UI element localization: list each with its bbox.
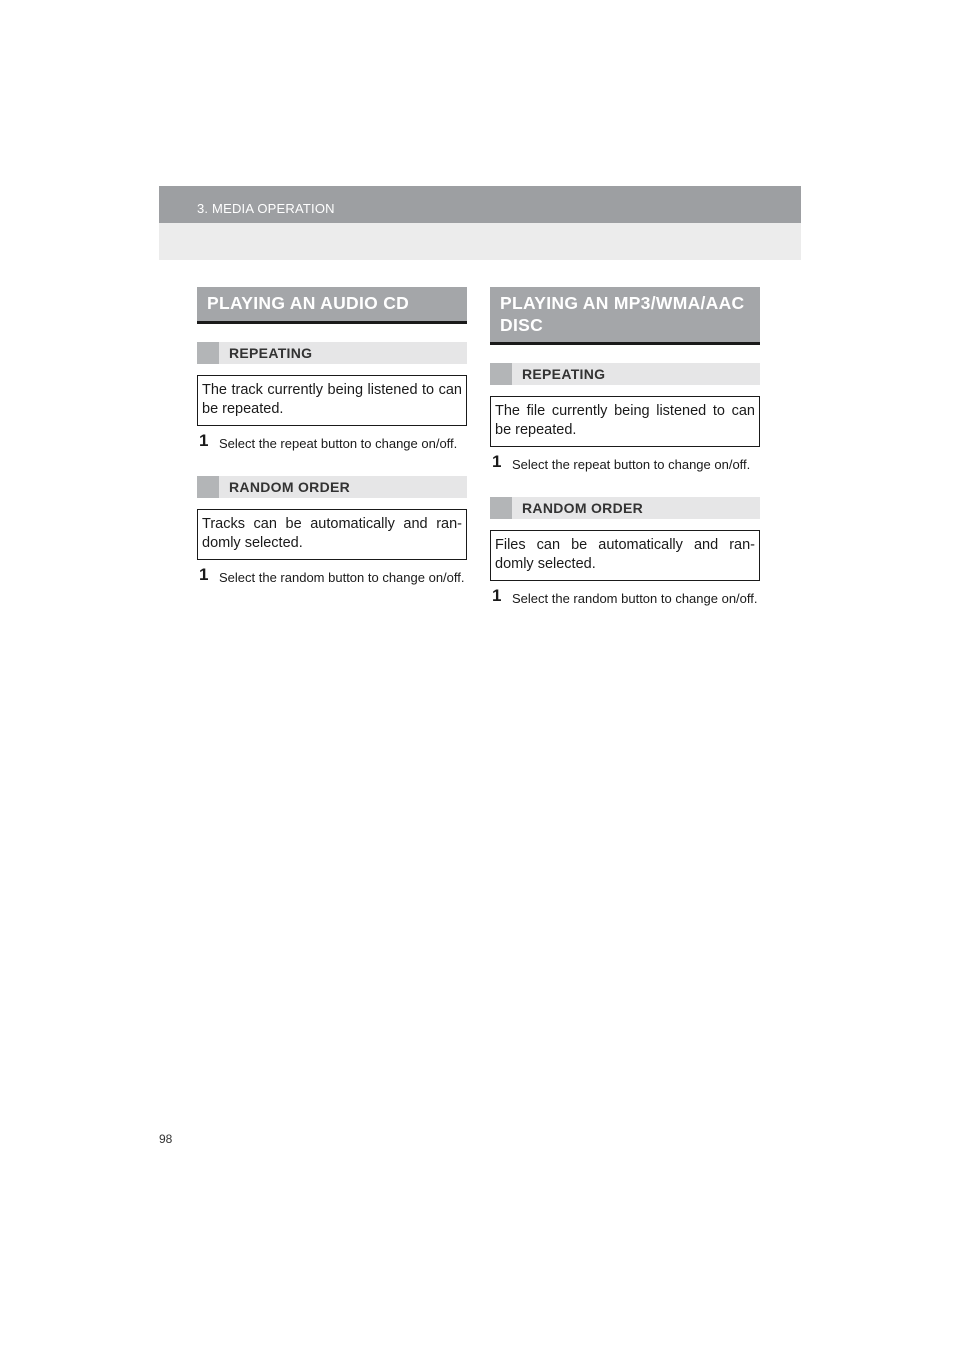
step-item <box>490 586 760 609</box>
section-header-bar <box>159 186 801 223</box>
page-number: 98 <box>159 1132 173 1146</box>
subheading-marker <box>490 363 512 385</box>
step-text: Select the repeat button to change on/off. <box>512 457 751 472</box>
step-number: 1 <box>492 586 502 605</box>
info-box: The track currently being listened to can be repeated. <box>197 375 467 426</box>
subheading-random-order <box>490 497 760 519</box>
right-column <box>490 287 760 609</box>
subheading-label: REPEATING <box>522 366 606 382</box>
info-box: The file currently being listened to can be repeated. <box>490 396 760 447</box>
step-text: Select the random button to change on/off. <box>512 591 758 606</box>
heading-playing-mp3-disc: PLAYING AN MP3/WMA/AAC DISC <box>490 287 760 345</box>
subheading-random-order <box>197 476 467 498</box>
subheading-marker <box>197 476 219 498</box>
section-title: 3. MEDIA OPERATION <box>197 201 335 216</box>
subheading-repeating <box>197 342 467 364</box>
info-box: Tracks can be automatically and ran-domly selected. <box>197 509 467 560</box>
step-item <box>197 565 467 588</box>
subheading-repeating <box>490 363 760 385</box>
subheading-marker <box>197 342 219 364</box>
heading-playing-audio-cd: PLAYING AN AUDIO CD <box>197 287 467 324</box>
left-column <box>197 287 467 588</box>
step-number: 1 <box>199 565 209 584</box>
section-header-underband <box>159 223 801 260</box>
info-box: Files can be automatically and ran-domly selected. <box>490 530 760 581</box>
subheading-label: REPEATING <box>229 345 313 361</box>
step-number: 1 <box>199 431 209 450</box>
step-item <box>490 452 760 475</box>
section-header <box>159 186 801 260</box>
step-text: Select the repeat button to change on/off. <box>219 436 458 451</box>
subheading-marker <box>490 497 512 519</box>
subheading-label: RANDOM ORDER <box>229 479 351 495</box>
subheading-label: RANDOM ORDER <box>522 500 644 516</box>
step-item <box>197 431 467 454</box>
step-text: Select the random button to change on/off. <box>219 570 465 585</box>
step-number: 1 <box>492 452 502 471</box>
